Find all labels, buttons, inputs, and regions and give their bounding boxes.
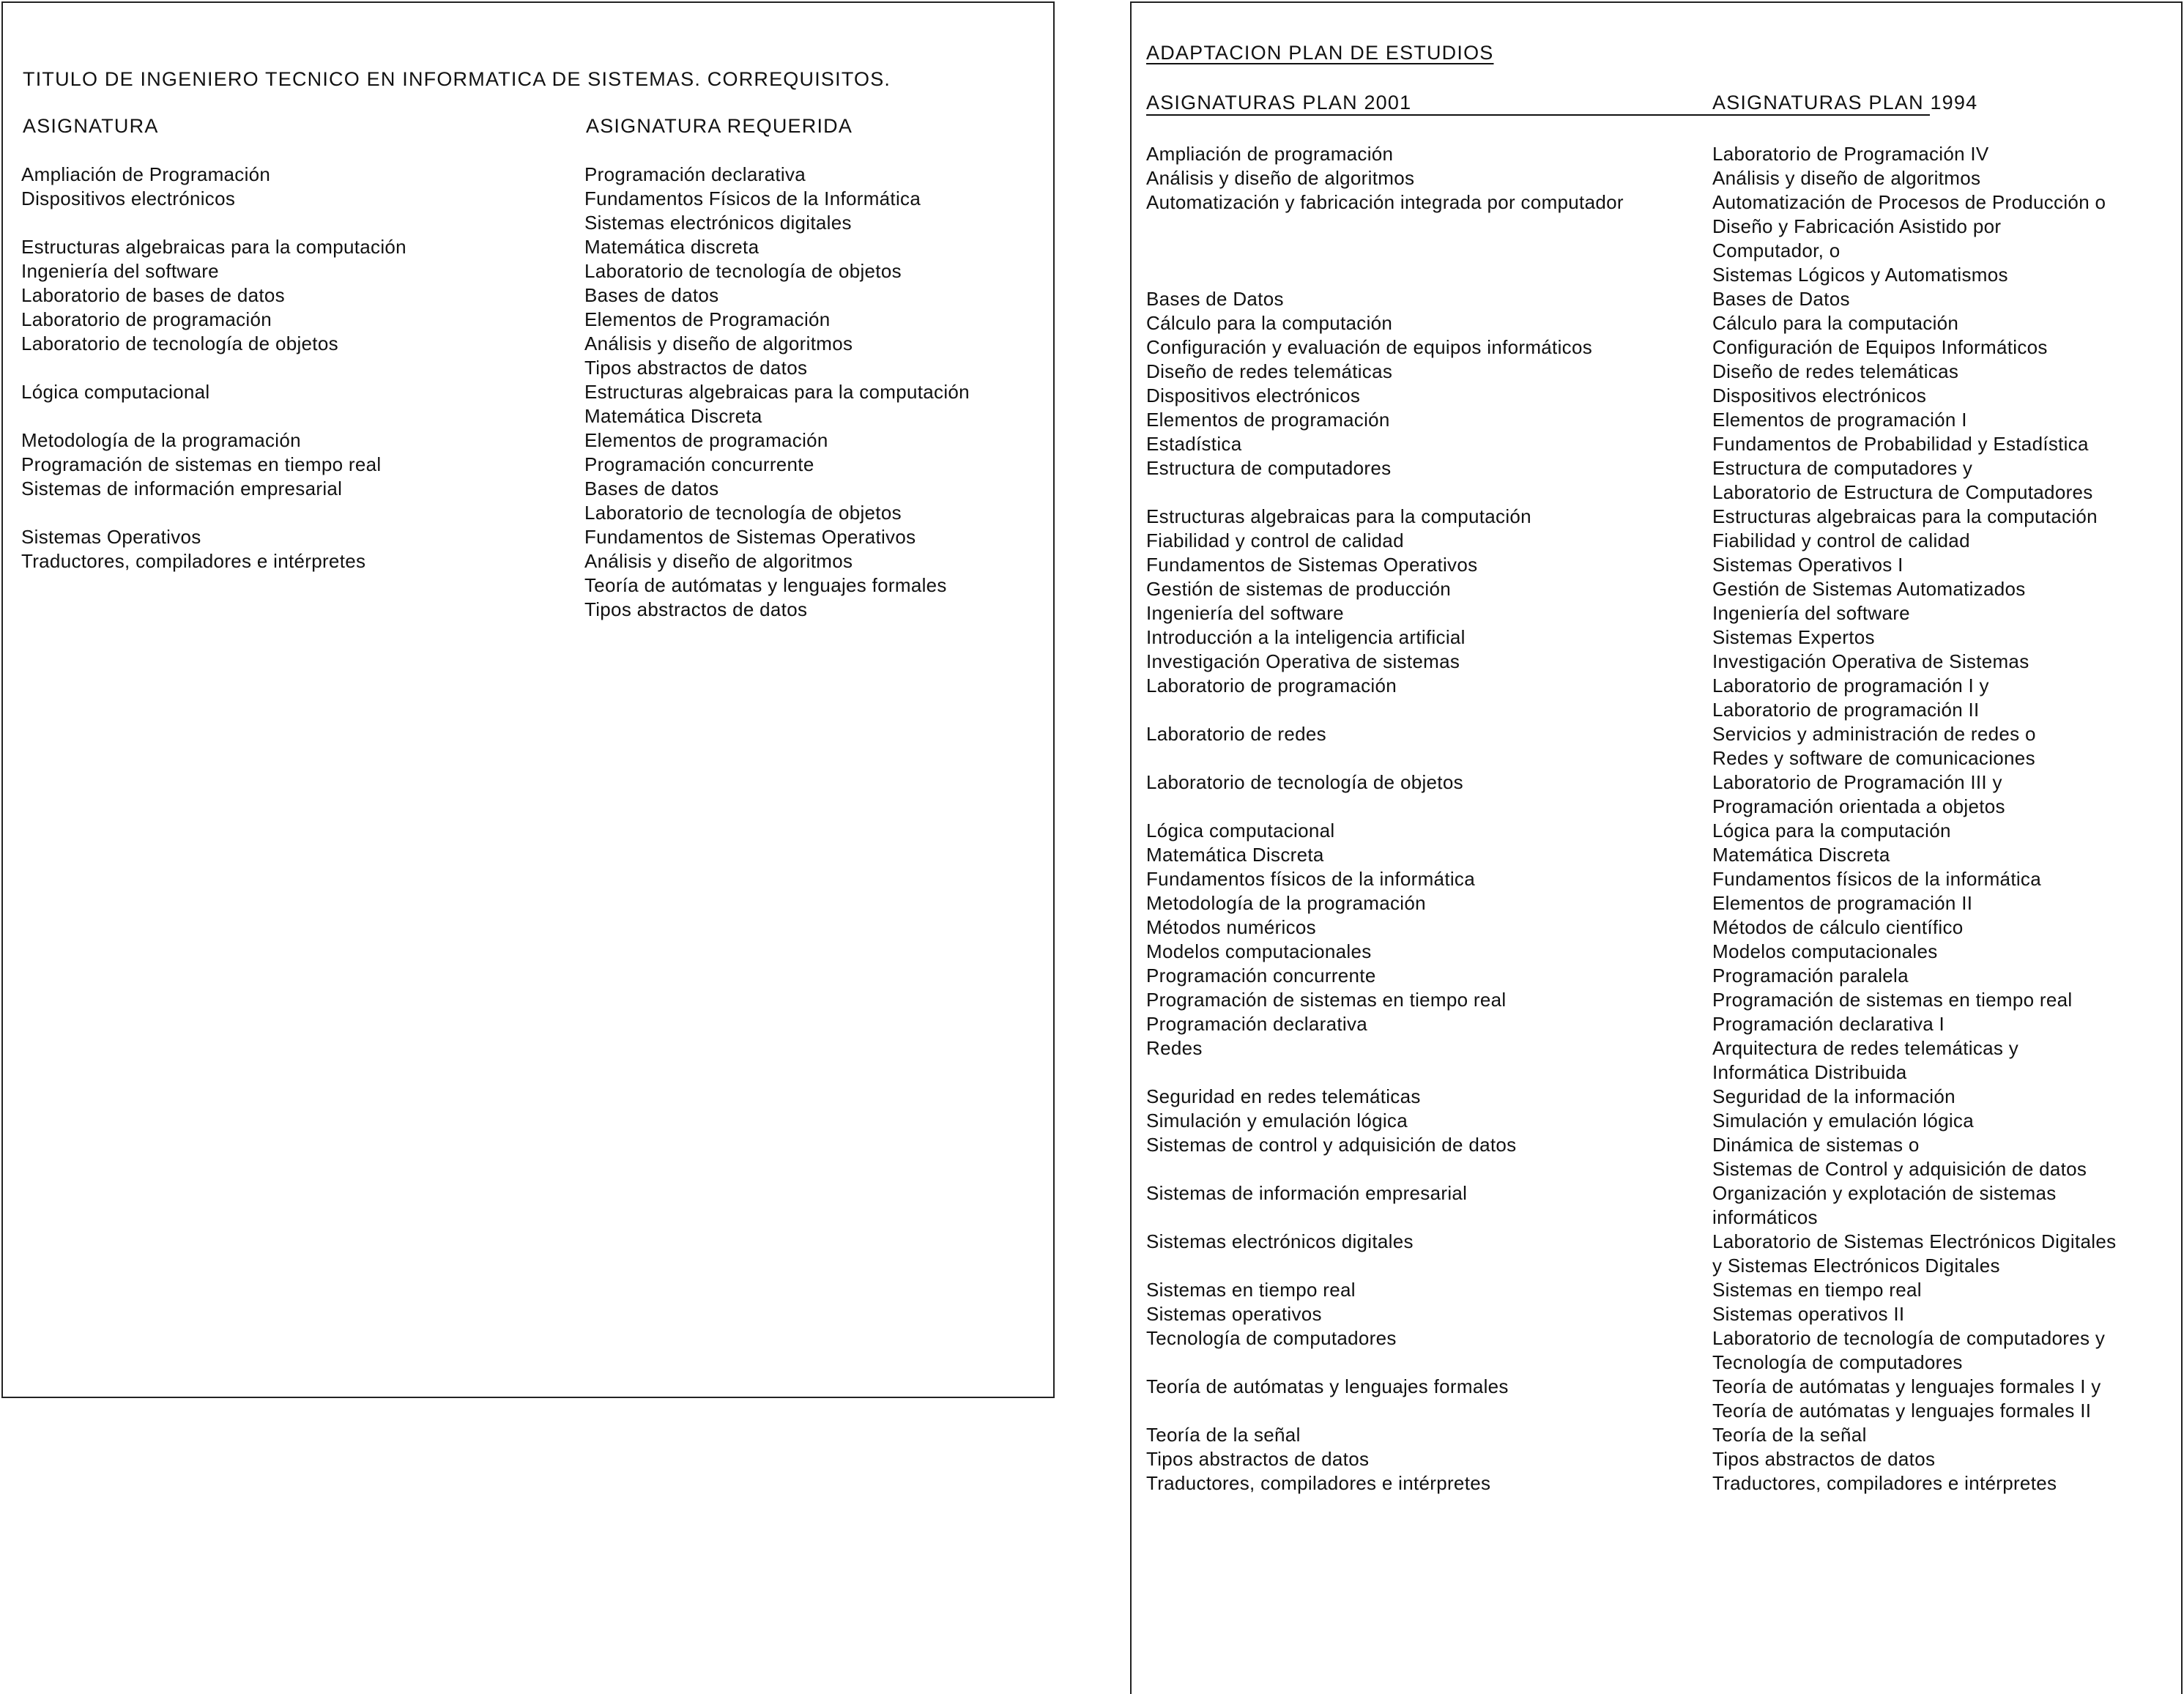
plan-1994-item: Laboratorio de Programación IV <box>1712 143 1989 165</box>
plan-2001-item: Seguridad en redes telemáticas <box>1146 1085 1421 1107</box>
plan-1994-item: Teoría de la señal <box>1712 1424 1867 1446</box>
plan-2001-item: Gestión de sistemas de producción <box>1146 578 1452 600</box>
plan-2001-item: Métodos numéricos <box>1146 916 1316 938</box>
asignatura-requerida-item: Estructuras algebraicas para la computación <box>584 381 970 403</box>
plan-1994-item: Fundamentos físicos de la informática <box>1712 868 2041 890</box>
plan-2001-item: Fundamentos físicos de la informática <box>1146 868 1475 890</box>
plan-2001-item: Estadística <box>1146 433 1242 455</box>
correquisitos-panel <box>1 1 1055 1398</box>
asignatura-requerida-item: Matemática Discreta <box>584 405 762 427</box>
plan-1994-item: Simulación y emulación lógica <box>1712 1110 1974 1132</box>
plan-2001-item: Teoría de la señal <box>1146 1424 1301 1446</box>
plan-1994-item: Informática Distribuida <box>1712 1061 1907 1083</box>
plan-1994-item: Traductores, compiladores e intérpretes <box>1712 1472 2057 1494</box>
plan-2001-item: Lógica computacional <box>1146 820 1335 842</box>
asignatura-item: Traductores, compiladores e intérpretes <box>21 550 366 572</box>
plan-1994-item: Diseño de redes telemáticas <box>1712 360 1959 382</box>
asignatura-item: Ingeniería del software <box>21 260 219 282</box>
asignatura-item: Laboratorio de programación <box>21 308 272 330</box>
plan-2001-item: Sistemas en tiempo real <box>1146 1279 1356 1301</box>
plan-1994-item: Seguridad de la información <box>1712 1085 1955 1107</box>
plan-1994-item: Elementos de programación II <box>1712 892 1973 914</box>
plan-1994-item: Laboratorio de Programación III y <box>1712 771 2002 793</box>
plan-2001-item: Introducción a la inteligencia artificial <box>1146 626 1466 648</box>
plan-1994-item: Computador, o <box>1712 239 1841 261</box>
asignatura-item: Estructuras algebraicas para la computación <box>21 236 406 258</box>
plan-2001-item: Dispositivos electrónicos <box>1146 385 1361 406</box>
asignatura-requerida-item: Sistemas electrónicos digitales <box>584 212 852 234</box>
plan-2001-item: Traductores, compiladores e intérpretes <box>1146 1472 1491 1494</box>
asignatura-requerida-item: Elementos de Programación <box>584 308 831 330</box>
asignatura-requerida-header: ASIGNATURA REQUERIDA <box>586 115 853 137</box>
plan-1994-item: Automatización de Procesos de Producción o <box>1712 191 2106 213</box>
plan-1994-item: Redes y software de comunicaciones <box>1712 747 2035 769</box>
plan-1994-item: Programación paralela <box>1712 965 1909 987</box>
plan-1994-item: Análisis y diseño de algoritmos <box>1712 167 1981 189</box>
asignatura-requerida-item: Bases de datos <box>584 284 719 306</box>
plan-1994-item: informáticos <box>1712 1206 1818 1228</box>
plan-2001-item: Estructuras algebraicas para la computación <box>1146 505 1531 527</box>
plan-1994-item: Programación de sistemas en tiempo real <box>1712 989 2073 1011</box>
plan-1994-item: Laboratorio de tecnología de computadores y <box>1712 1327 2106 1349</box>
asignatura-item: Sistemas de información empresarial <box>21 478 343 499</box>
plan-1994-item: Tipos abstractos de datos <box>1712 1448 1936 1470</box>
plan-1994-item: Elementos de programación I <box>1712 409 1967 431</box>
asignatura-requerida-item: Tipos abstractos de datos <box>584 598 808 620</box>
plan-1994-item: Laboratorio de programación I y <box>1712 675 1989 696</box>
plan-2001-item: Programación declarativa <box>1146 1013 1368 1035</box>
plan-2001-item: Programación concurrente <box>1146 965 1376 987</box>
plan-1994-item: Dinámica de sistemas o <box>1712 1134 1920 1156</box>
plan-1994-item: Sistemas Lógicos y Automatismos <box>1712 264 2008 286</box>
plan-1994-item: Estructura de computadores y <box>1712 457 1973 479</box>
asignatura-requerida-item: Fundamentos de Sistemas Operativos <box>584 526 916 548</box>
plan-2001-item: Investigación Operativa de sistemas <box>1146 650 1460 672</box>
plan-2001-item: Tecnología de computadores <box>1146 1327 1397 1349</box>
asignatura-item: Lógica computacional <box>21 381 210 403</box>
plan-2001-item: Cálculo para la computación <box>1146 312 1393 334</box>
plan-1994-header: ASIGNATURAS PLAN 1994 <box>1712 92 1978 114</box>
plan-2001-item: Laboratorio de redes <box>1146 723 1326 745</box>
asignatura-item: Ampliación de Programación <box>21 163 271 185</box>
plan-1994-item: Sistemas en tiempo real <box>1712 1279 1922 1301</box>
plan-2001-item: Sistemas de control y adquisición de datos <box>1146 1134 1517 1156</box>
plan-1994-item: Organización y explotación de sistemas <box>1712 1182 2057 1204</box>
plan-1994-item: Estructuras algebraicas para la computación <box>1712 505 2098 527</box>
plan-2001-item: Sistemas electrónicos digitales <box>1146 1230 1414 1252</box>
plan-2001-item: Laboratorio de programación <box>1146 675 1397 696</box>
plan-1994-item: y Sistemas Electrónicos Digitales <box>1712 1255 2000 1277</box>
plan-1994-item: Gestión de Sistemas Automatizados <box>1712 578 2026 600</box>
plan-2001-item: Elementos de programación <box>1146 409 1390 431</box>
plan-1994-item: Programación orientada a objetos <box>1712 795 2005 817</box>
plan-2001-item: Sistemas operativos <box>1146 1303 1322 1325</box>
plan-1994-item: Teoría de autómatas y lenguajes formales II <box>1712 1400 2092 1422</box>
plan-1994-item: Teoría de autómatas y lenguajes formales I y <box>1712 1375 2101 1397</box>
plan-2001-item: Automatización y fabricación integrada por computador <box>1146 191 1624 213</box>
plan-1994-item: Lógica para la computación <box>1712 820 1951 842</box>
plan-2001-item: Fiabilidad y control de calidad <box>1146 530 1404 551</box>
asignatura-requerida-item: Laboratorio de tecnología de objetos <box>584 260 902 282</box>
plan-1994-item: Investigación Operativa de Sistemas <box>1712 650 2029 672</box>
plan-2001-item: Tipos abstractos de datos <box>1146 1448 1370 1470</box>
plan-2001-item: Estructura de computadores <box>1146 457 1392 479</box>
plan-1994-item: Sistemas de Control y adquisición de datos <box>1712 1158 2087 1180</box>
plan-1994-item: Métodos de cálculo científico <box>1712 916 1964 938</box>
adaptacion-panel <box>1130 1 2183 1694</box>
asignatura-requerida-item: Programación declarativa <box>584 163 806 185</box>
asignatura-requerida-item: Elementos de programación <box>584 429 828 451</box>
plan-2001-item: Metodología de la programación <box>1146 892 1426 914</box>
plan-2001-header: ASIGNATURAS PLAN 2001 <box>1146 92 1412 114</box>
plan-1994-item: Tecnología de computadores <box>1712 1351 1963 1373</box>
asignatura-requerida-item: Tipos abstractos de datos <box>584 357 808 379</box>
asignatura-item: Metodología de la programación <box>21 429 301 451</box>
plan-1994-item: Sistemas Operativos I <box>1712 554 1903 576</box>
plan-2001-item: Teoría de autómatas y lenguajes formales <box>1146 1375 1509 1397</box>
plan-1994-item: Matemática Discreta <box>1712 844 1890 866</box>
asignatura-item: Laboratorio de tecnología de objetos <box>21 333 338 354</box>
plan-2001-item: Programación de sistemas en tiempo real <box>1146 989 1507 1011</box>
plan-1994-item: Servicios y administración de redes o <box>1712 723 2036 745</box>
asignatura-item: Programación de sistemas en tiempo real <box>21 453 382 475</box>
plan-1994-item: Programación declarativa I <box>1712 1013 1945 1035</box>
plan-2001-item: Laboratorio de tecnología de objetos <box>1146 771 1463 793</box>
plan-1994-item: Fiabilidad y control de calidad <box>1712 530 1970 551</box>
plan-1994-item: Modelos computacionales <box>1712 940 1938 962</box>
plan-1994-item: Sistemas operativos II <box>1712 1303 1905 1325</box>
plan-1994-item: Cálculo para la computación <box>1712 312 1959 334</box>
asignatura-requerida-item: Matemática discreta <box>584 236 759 258</box>
plan-1994-item: Sistemas Expertos <box>1712 626 1875 648</box>
plan-2001-item: Bases de Datos <box>1146 288 1284 310</box>
plan-1994-item: Bases de Datos <box>1712 288 1850 310</box>
plan-2001-item: Sistemas de información empresarial <box>1146 1182 1468 1204</box>
plan-1994-item: Fundamentos de Probabilidad y Estadística <box>1712 433 2089 455</box>
plan-2001-item: Diseño de redes telemáticas <box>1146 360 1393 382</box>
plan-1994-item: Dispositivos electrónicos <box>1712 385 1927 406</box>
plan-2001-item: Redes <box>1146 1037 1203 1059</box>
plan-1994-item: Laboratorio de Estructura de Computadores <box>1712 481 2093 503</box>
plan-1994-item: Ingeniería del software <box>1712 602 1910 624</box>
asignatura-requerida-item: Programación concurrente <box>584 453 814 475</box>
asignatura-item: Laboratorio de bases de datos <box>21 284 285 306</box>
plan-2001-item: Ampliación de programación <box>1146 143 1394 165</box>
header-rule <box>1146 114 1930 116</box>
plan-2001-item: Fundamentos de Sistemas Operativos <box>1146 554 1478 576</box>
plan-1994-item: Diseño y Fabricación Asistido por <box>1712 215 2002 237</box>
plan-1994-item: Arquitectura de redes telemáticas y <box>1712 1037 2019 1059</box>
correquisitos-title: TITULO DE INGENIERO TECNICO EN INFORMATICA DE SISTEMAS. CORREQUISITOS. <box>23 68 891 90</box>
asignatura-requerida-item: Análisis y diseño de algoritmos <box>584 550 853 572</box>
asignatura-requerida-item: Laboratorio de tecnología de objetos <box>584 502 902 524</box>
asignatura-requerida-item: Análisis y diseño de algoritmos <box>584 333 853 354</box>
asignatura-header: ASIGNATURA <box>23 115 159 137</box>
plan-2001-item: Matemática Discreta <box>1146 844 1324 866</box>
plan-1994-item: Laboratorio de Sistemas Electrónicos Digitales <box>1712 1230 2117 1252</box>
plan-2001-item: Ingeniería del software <box>1146 602 1344 624</box>
plan-1994-item: Configuración de Equipos Informáticos <box>1712 336 2048 358</box>
plan-1994-item: Laboratorio de programación II <box>1712 699 1980 721</box>
plan-2001-item: Modelos computacionales <box>1146 940 1372 962</box>
asignatura-requerida-item: Teoría de autómatas y lenguajes formales <box>584 574 947 596</box>
plan-2001-item: Análisis y diseño de algoritmos <box>1146 167 1415 189</box>
asignatura-item: Sistemas Operativos <box>21 526 201 548</box>
asignatura-item: Dispositivos electrónicos <box>21 187 236 209</box>
asignatura-requerida-item: Bases de datos <box>584 478 719 499</box>
plan-2001-item: Configuración y evaluación de equipos informáticos <box>1146 336 1593 358</box>
asignatura-requerida-item: Fundamentos Físicos de la Informática <box>584 187 921 209</box>
plan-2001-item: Simulación y emulación lógica <box>1146 1110 1408 1132</box>
adaptacion-title: ADAPTACION PLAN DE ESTUDIOS <box>1146 42 1494 64</box>
